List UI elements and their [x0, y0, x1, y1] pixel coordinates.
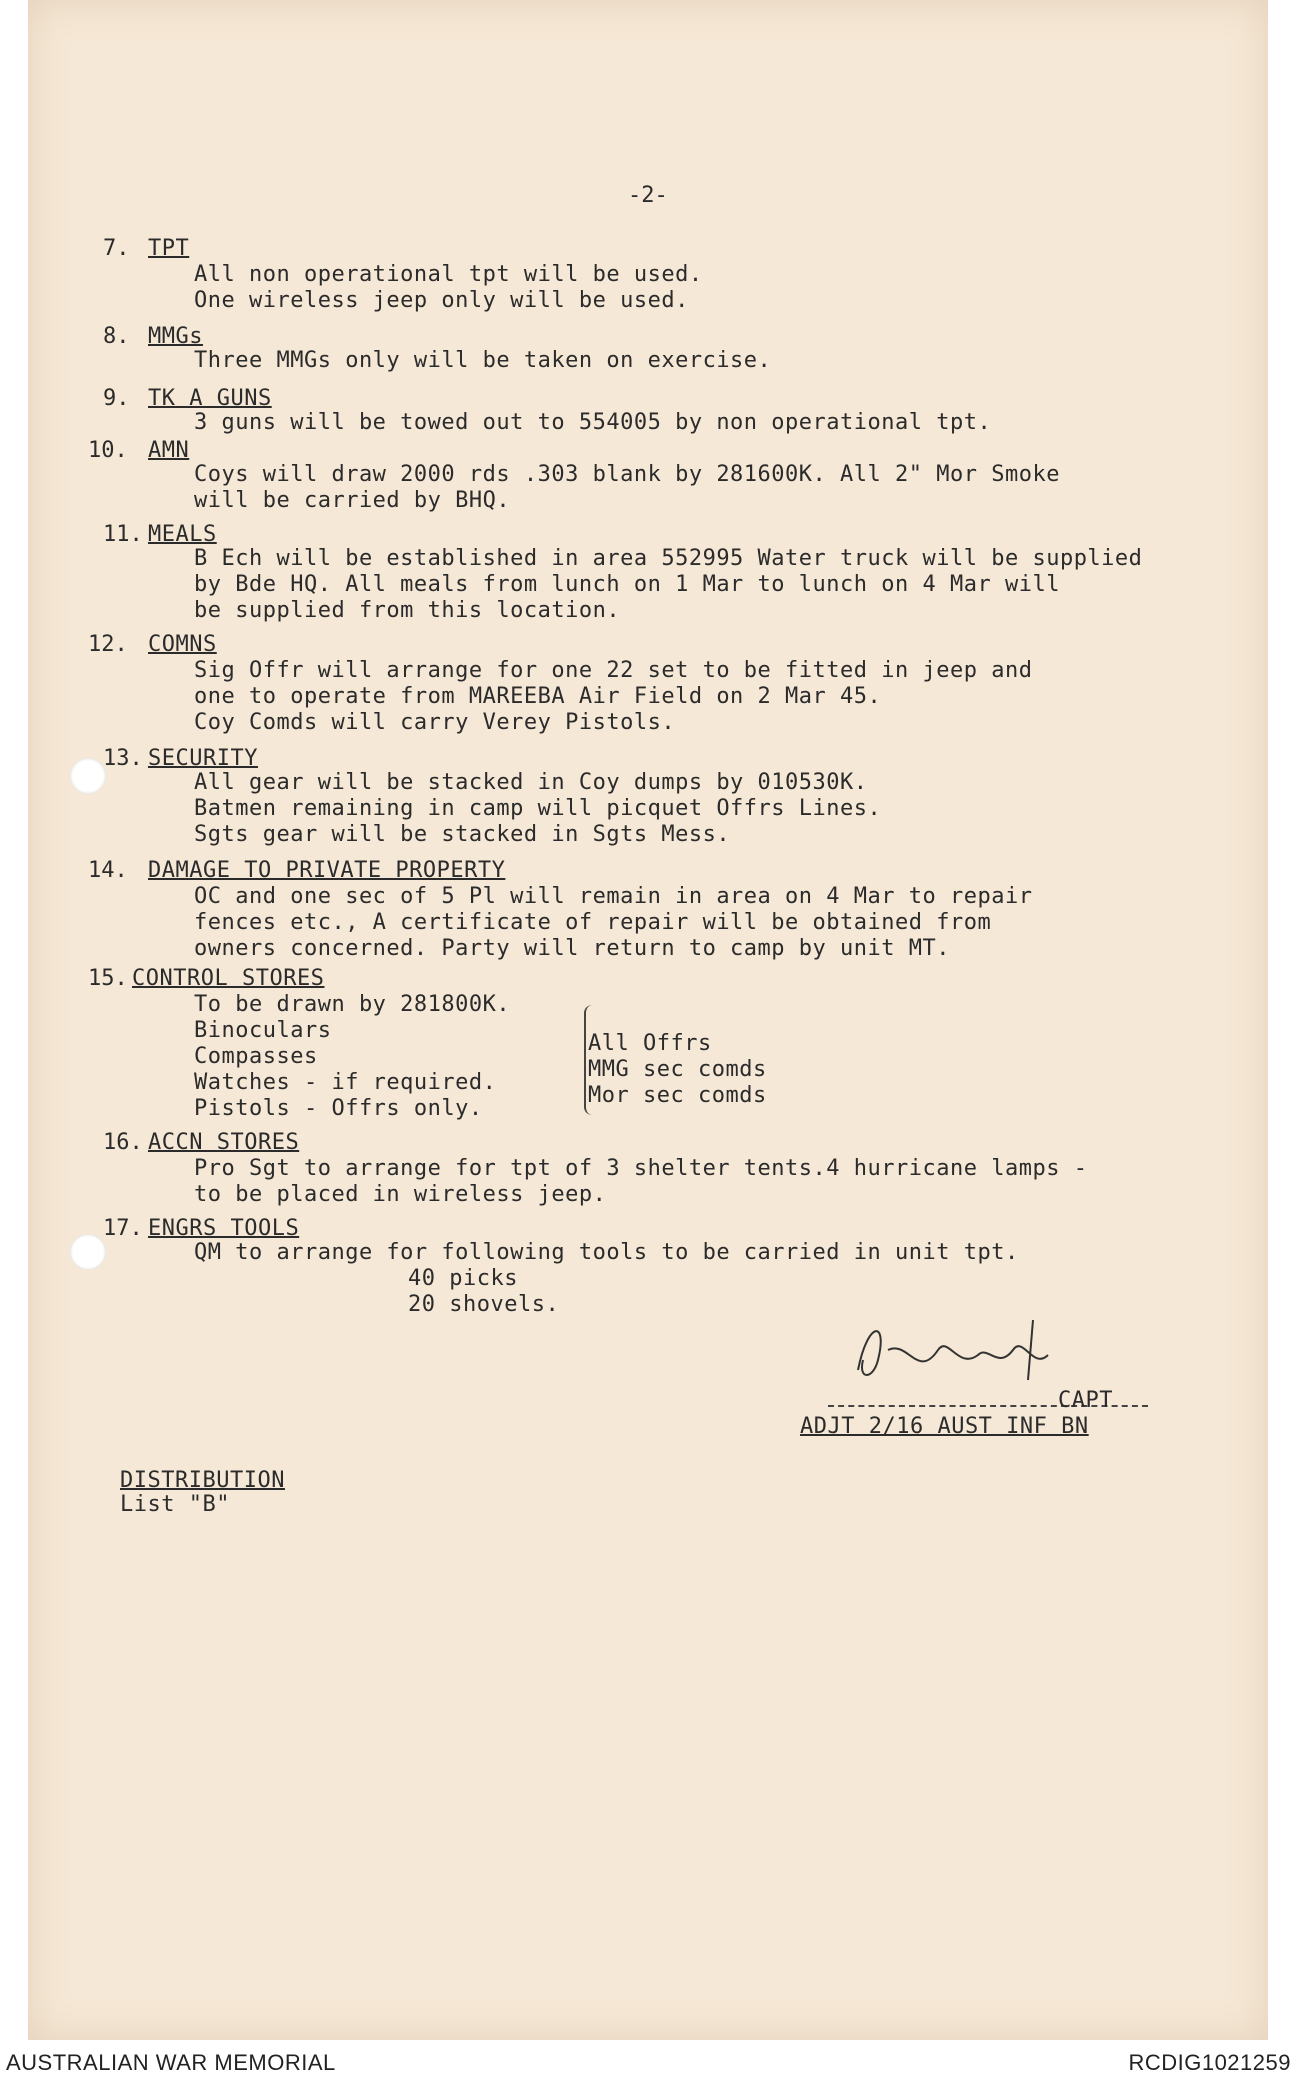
section-number: 12.: [88, 632, 128, 657]
section-line: B Ech will be established in area 552995 Water truck will be supplied: [194, 546, 1143, 571]
section-number: 16.: [103, 1130, 143, 1155]
section-heading: ENGRS TOOLS: [148, 1216, 300, 1241]
section-heading: MMGs: [148, 324, 203, 349]
section-line: 3 guns will be towed out to 554005 by non operational tpt.: [194, 410, 992, 435]
section-heading: TK A GUNS: [148, 386, 272, 411]
section-line: One wireless jeep only will be used.: [194, 288, 689, 313]
page-number: -2-: [628, 183, 668, 208]
section-heading: SECURITY: [148, 746, 258, 771]
section-number: 7.: [103, 236, 130, 261]
section-line: All gear will be stacked in Coy dumps by 010530K.: [194, 770, 868, 795]
distribution-list: List "B": [120, 1492, 230, 1517]
document-sheet: [28, 0, 1268, 2040]
section-number: 17.: [103, 1216, 143, 1241]
section-line: Coys will draw 2000 rds .303 blank by 281600K. All 2" Mor Smoke: [194, 462, 1060, 487]
section-heading: AMN: [148, 438, 190, 463]
distribution-heading: DISTRIBUTION: [120, 1468, 285, 1493]
section-heading: DAMAGE TO PRIVATE PROPERTY: [148, 858, 506, 883]
section-line: Compasses: [194, 1044, 318, 1069]
punch-hole: [70, 758, 106, 794]
section-line: To be drawn by 281800K.: [194, 992, 511, 1017]
section-line: 20 shovels.: [408, 1292, 560, 1317]
section-line: by Bde HQ. All meals from lunch on 1 Mar to lunch on 4 Mar will: [194, 572, 1060, 597]
section-line: OC and one sec of 5 Pl will remain in area on 4 Mar to repair: [194, 884, 1033, 909]
section-heading: TPT: [148, 236, 190, 261]
section-line: All non operational tpt will be used.: [194, 262, 703, 287]
section-line: Sig Offr will arrange for one 22 set to be fitted in jeep and: [194, 658, 1033, 683]
section-line: Watches - if required.: [194, 1070, 497, 1095]
section-line: Binoculars: [194, 1018, 332, 1043]
brace-item: Mor sec comds: [588, 1083, 767, 1108]
section-number: 9.: [103, 386, 130, 411]
section-number: 8.: [103, 324, 130, 349]
section-number: 14.: [88, 858, 128, 883]
section-number: 13.: [103, 746, 143, 771]
footer-catalog-id: RCDIG1021259: [1128, 2050, 1291, 2075]
section-line: 40 picks: [408, 1266, 518, 1291]
section-line: Sgts gear will be stacked in Sgts Mess.: [194, 822, 731, 847]
section-line: Pistols - Offrs only.: [194, 1096, 483, 1121]
section-number: 10.: [88, 438, 128, 463]
section-line: one to operate from MAREEBA Air Field on 2 Mar 45.: [194, 684, 882, 709]
footer-institution: AUSTRALIAN WAR MEMORIAL: [6, 2050, 336, 2075]
section-line: to be placed in wireless jeep.: [194, 1182, 607, 1207]
section-number: 11.: [103, 522, 143, 547]
handwritten-signature: [848, 1310, 1068, 1400]
section-line: fences etc., A certificate of repair will be obtained from: [194, 910, 992, 935]
section-heading: CONTROL STORES: [132, 966, 325, 991]
brace-item: MMG sec comds: [588, 1057, 767, 1082]
section-line: QM to arrange for following tools to be carried in unit tpt.: [194, 1240, 1019, 1265]
section-heading: MEALS: [148, 522, 217, 547]
scan-border: [0, 0, 28, 2040]
section-number: 15.: [88, 966, 128, 991]
section-line: Pro Sgt to arrange for tpt of 3 shelter tents.4 hurricane lamps -: [194, 1156, 1088, 1181]
section-heading: COMNS: [148, 632, 217, 657]
section-line: Three MMGs only will be taken on exercise.: [194, 348, 772, 373]
section-line: will be carried by BHQ.: [194, 488, 511, 513]
punch-hole: [70, 1234, 106, 1270]
signature-rank: CAPT: [1058, 1388, 1113, 1413]
section-line: be supplied from this location.: [194, 598, 621, 623]
brace-item: All Offrs: [588, 1031, 712, 1056]
section-line: owners concerned. Party will return to camp by unit MT.: [194, 936, 950, 961]
section-line: Coy Comds will carry Verey Pistols.: [194, 710, 676, 735]
section-heading: ACCN STORES: [148, 1130, 300, 1155]
signature-title: ADJT 2/16 AUST INF BN: [800, 1414, 1089, 1439]
section-line: Batmen remaining in camp will picquet Offrs Lines.: [194, 796, 882, 821]
